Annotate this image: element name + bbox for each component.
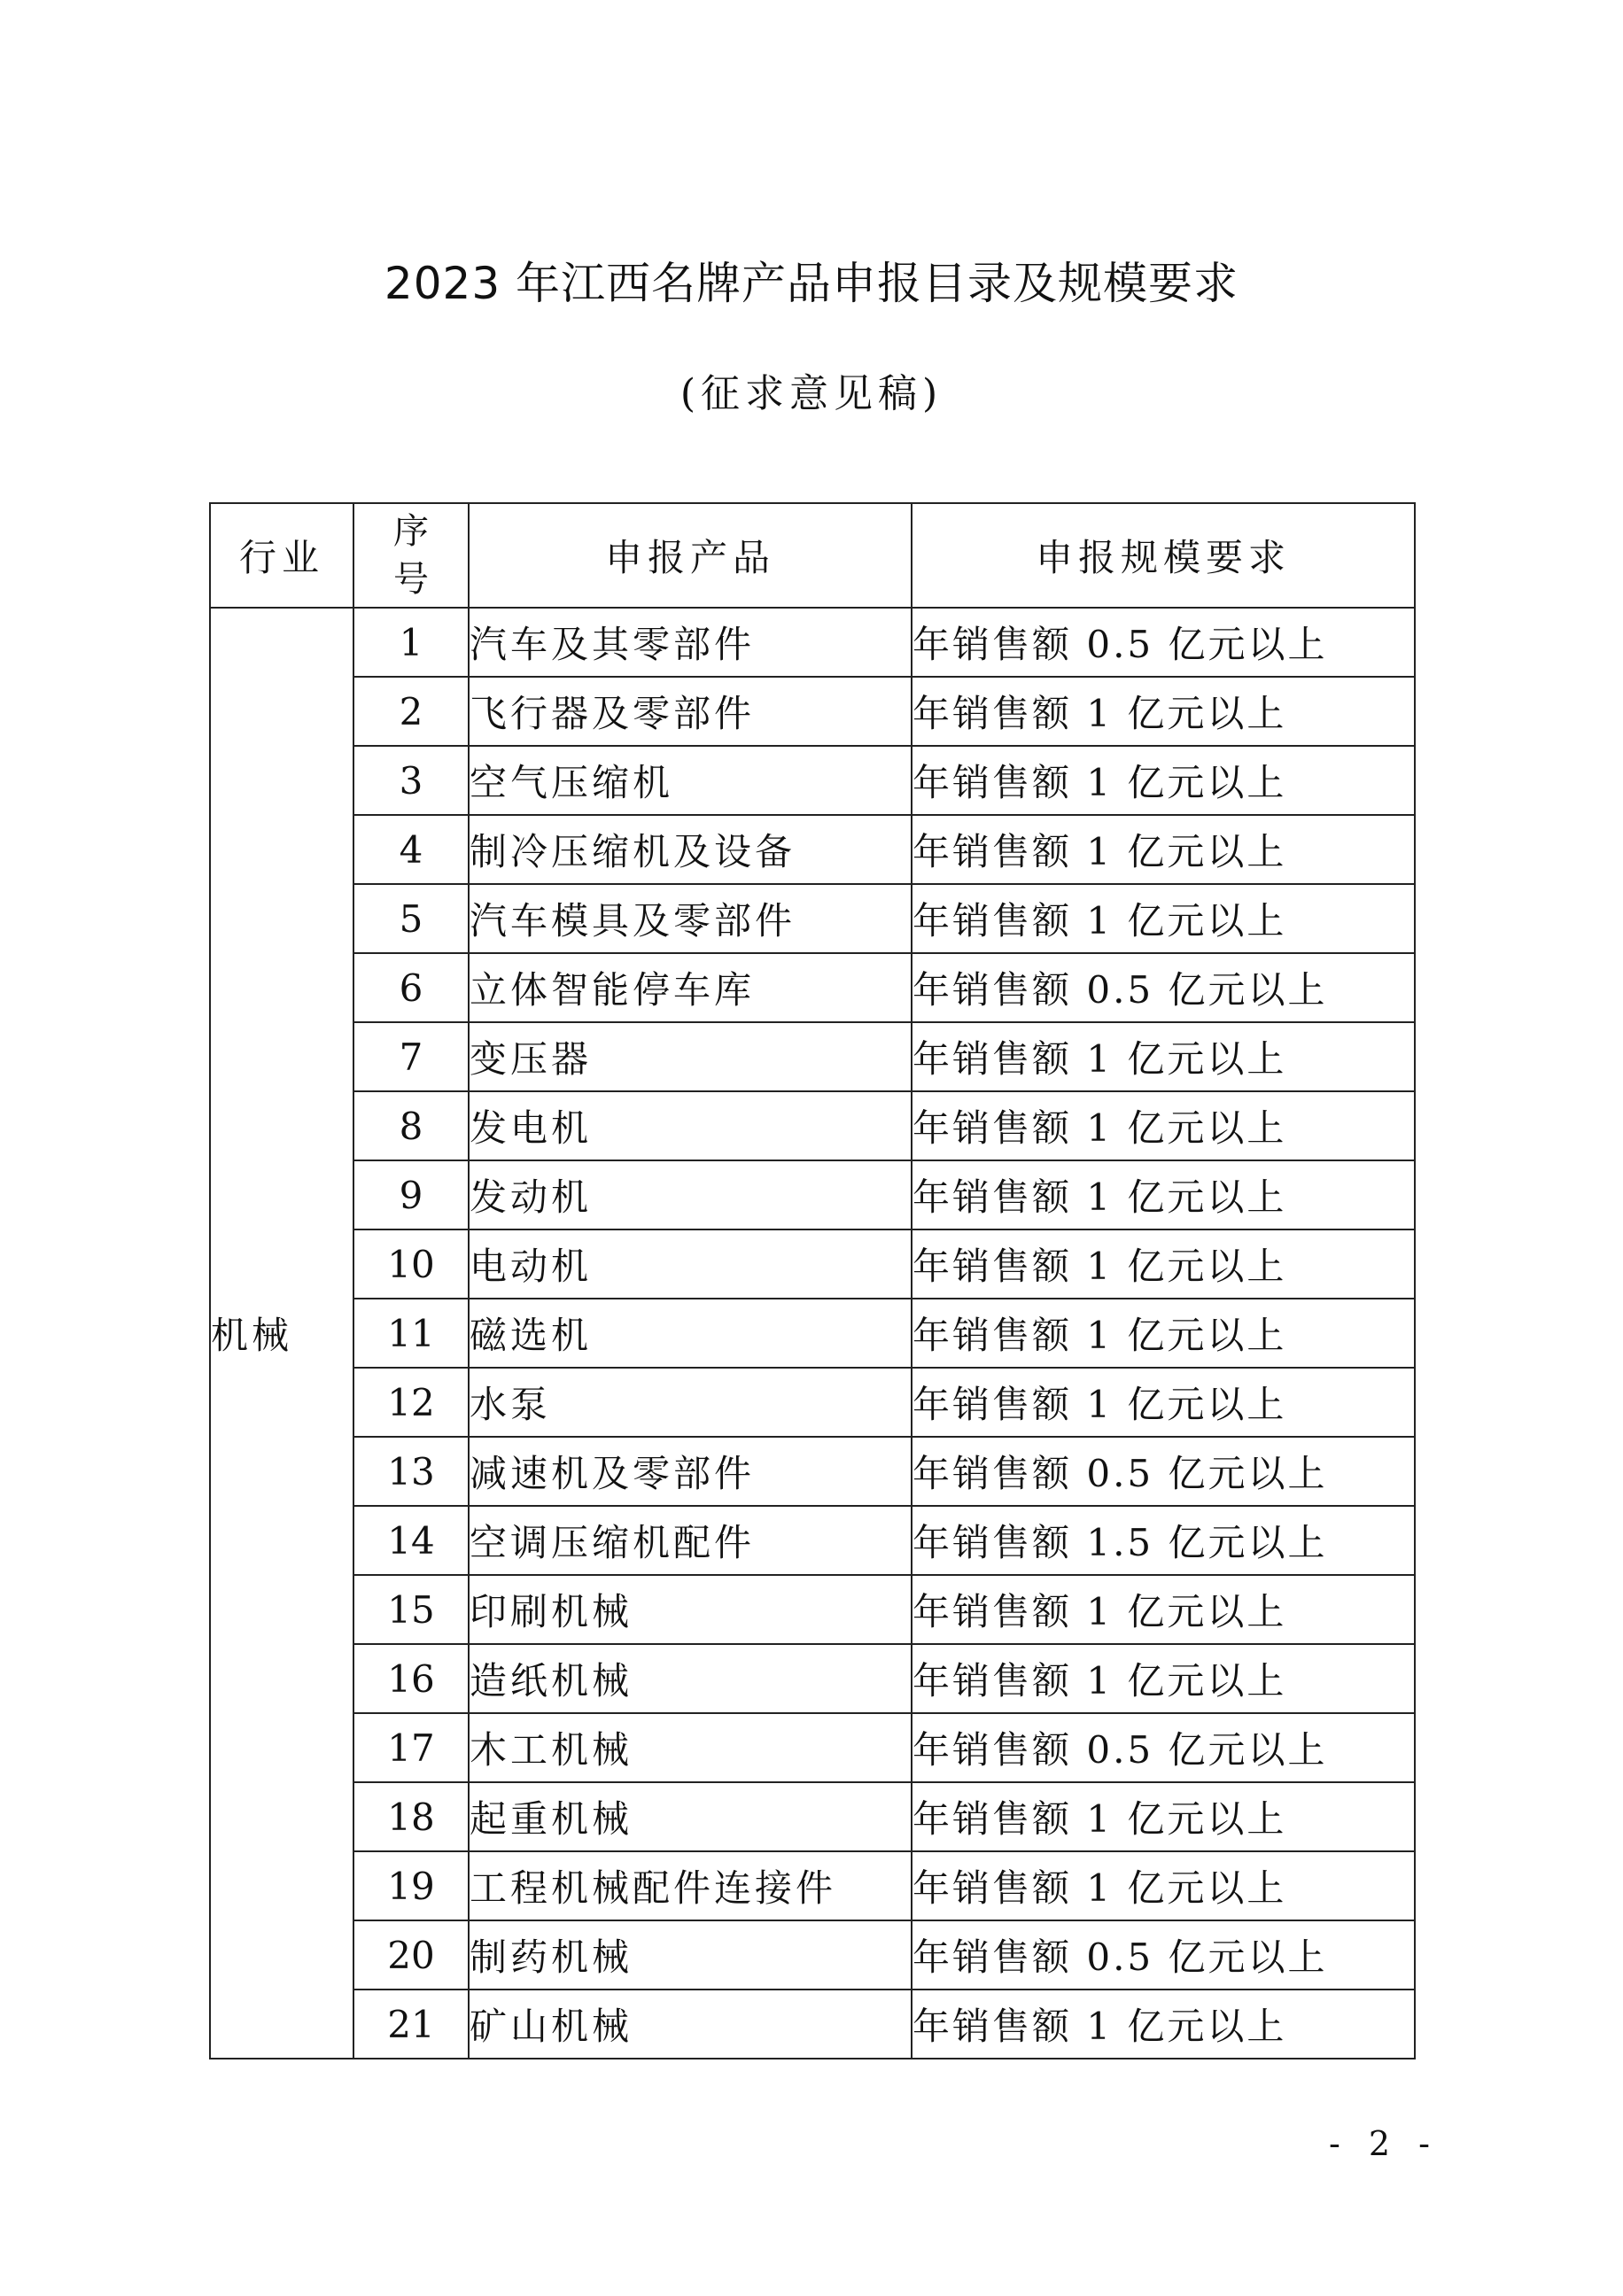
seq-cell: 7: [353, 1022, 469, 1091]
table-row: [210, 1160, 1415, 1229]
table-row: [210, 1437, 1415, 1506]
requirement-cell: 年销售额 1 亿元以上: [912, 1368, 1415, 1437]
seq-cell: 6: [353, 953, 469, 1022]
seq-cell: 8: [353, 1091, 469, 1160]
seq-cell: 19: [353, 1851, 469, 1920]
requirement-cell: 年销售额 1 亿元以上: [912, 677, 1415, 746]
header-requirement: 申报规模要求: [912, 503, 1415, 608]
header-product: 申报产品: [469, 503, 912, 608]
table-row: [210, 1990, 1415, 2059]
product-cell: 制冷压缩机及设备: [469, 815, 912, 884]
seq-cell: 20: [353, 1920, 469, 1990]
product-cell: 汽车模具及零部件: [469, 884, 912, 953]
table-row: [210, 1022, 1415, 1091]
product-cell: 工程机械配件连接件: [469, 1851, 912, 1920]
header-seq-label: 序 号: [393, 511, 429, 600]
product-cell: 造纸机械: [469, 1644, 912, 1713]
seq-cell: 13: [353, 1437, 469, 1506]
seq-cell: 21: [353, 1990, 469, 2059]
table-row: [210, 815, 1415, 884]
product-cell: 电动机: [469, 1229, 912, 1299]
requirement-cell: 年销售额 1 亿元以上: [912, 1022, 1415, 1091]
seq-cell: 11: [353, 1299, 469, 1368]
document-title: 2023 年江西名牌产品申报目录及规模要求: [384, 258, 1239, 309]
requirement-cell: 年销售额 0.5 亿元以上: [912, 608, 1415, 677]
document-subtitle: (征求意见稿): [679, 371, 944, 416]
table-row: [210, 1368, 1415, 1437]
requirement-cell: 年销售额 1 亿元以上: [912, 1575, 1415, 1644]
requirement-cell: 年销售额 0.5 亿元以上: [912, 1713, 1415, 1782]
seq-cell: 2: [353, 677, 469, 746]
table-row: [210, 608, 1415, 677]
requirement-cell: 年销售额 1 亿元以上: [912, 1782, 1415, 1851]
page-number: - 2 -: [1329, 2124, 1440, 2163]
table-row: [210, 1644, 1415, 1713]
product-cell: 水泵: [469, 1368, 912, 1437]
table-row: [210, 1299, 1415, 1368]
product-cell: 制药机械: [469, 1920, 912, 1990]
catalog-table: [209, 502, 1416, 2059]
requirement-cell: 年销售额 0.5 亿元以上: [912, 953, 1415, 1022]
table-row: [210, 1713, 1415, 1782]
product-cell: 空调压缩机配件: [469, 1506, 912, 1575]
requirement-cell: 年销售额 1 亿元以上: [912, 1229, 1415, 1299]
seq-cell: 17: [353, 1713, 469, 1782]
table-row: [210, 1575, 1415, 1644]
product-cell: 汽车及其零部件: [469, 608, 912, 677]
requirement-cell: 年销售额 1 亿元以上: [912, 1990, 1415, 2059]
product-cell: 减速机及零部件: [469, 1437, 912, 1506]
requirement-cell: 年销售额 1 亿元以上: [912, 1160, 1415, 1229]
requirement-cell: 年销售额 1 亿元以上: [912, 884, 1415, 953]
product-cell: 磁选机: [469, 1299, 912, 1368]
header-industry: 行业: [210, 503, 353, 608]
seq-cell: 10: [353, 1229, 469, 1299]
product-cell: 发电机: [469, 1091, 912, 1160]
table-row: [210, 1851, 1415, 1920]
product-cell: 木工机械: [469, 1713, 912, 1782]
requirement-cell: 年销售额 1 亿元以上: [912, 815, 1415, 884]
seq-cell: 5: [353, 884, 469, 953]
requirement-cell: 年销售额 0.5 亿元以上: [912, 1437, 1415, 1506]
table-row: [210, 1506, 1415, 1575]
requirement-cell: 年销售额 1 亿元以上: [912, 746, 1415, 815]
header-seq: [353, 503, 469, 608]
requirement-cell: 年销售额 1 亿元以上: [912, 1299, 1415, 1368]
product-cell: 空气压缩机: [469, 746, 912, 815]
table-row: [210, 1091, 1415, 1160]
product-cell: 飞行器及零部件: [469, 677, 912, 746]
seq-cell: 15: [353, 1575, 469, 1644]
product-cell: 矿山机械: [469, 1990, 912, 2059]
seq-cell: 1: [353, 608, 469, 677]
requirement-cell: 年销售额 0.5 亿元以上: [912, 1920, 1415, 1990]
seq-cell: 4: [353, 815, 469, 884]
table-row: [210, 746, 1415, 815]
table-row: [210, 677, 1415, 746]
requirement-cell: 年销售额 1 亿元以上: [912, 1851, 1415, 1920]
table-row: [210, 1920, 1415, 1990]
seq-cell: 12: [353, 1368, 469, 1437]
table-row: [210, 953, 1415, 1022]
requirement-cell: 年销售额 1.5 亿元以上: [912, 1506, 1415, 1575]
product-cell: 变压器: [469, 1022, 912, 1091]
industry-cell: 机械: [210, 608, 353, 2059]
seq-cell: 3: [353, 746, 469, 815]
requirement-cell: 年销售额 1 亿元以上: [912, 1644, 1415, 1713]
table-row: [210, 1782, 1415, 1851]
product-cell: 立体智能停车库: [469, 953, 912, 1022]
seq-cell: 9: [353, 1160, 469, 1229]
seq-cell: 14: [353, 1506, 469, 1575]
seq-cell: 18: [353, 1782, 469, 1851]
product-cell: 发动机: [469, 1160, 912, 1229]
seq-cell: 16: [353, 1644, 469, 1713]
table-header-row: [210, 503, 1415, 608]
requirement-cell: 年销售额 1 亿元以上: [912, 1091, 1415, 1160]
table-row: [210, 884, 1415, 953]
table-body: [210, 608, 1415, 2059]
table-row: [210, 1229, 1415, 1299]
product-cell: 印刷机械: [469, 1575, 912, 1644]
product-cell: 起重机械: [469, 1782, 912, 1851]
